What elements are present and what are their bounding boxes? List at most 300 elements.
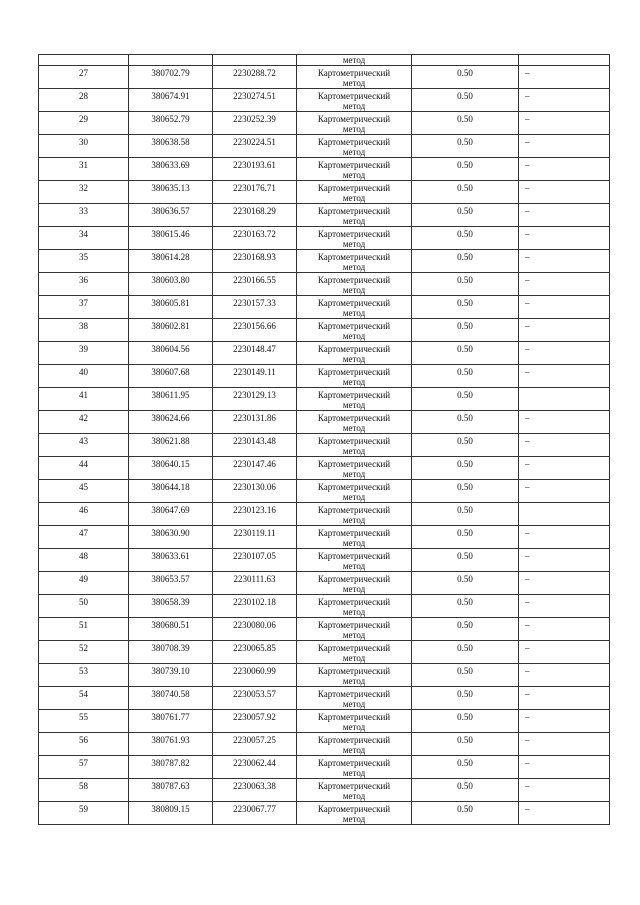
cell-note: – [519,457,610,480]
table-row [39,181,610,204]
cell-point-number: 49 [39,572,129,595]
cell-note: – [519,273,610,296]
table-row [39,319,610,342]
cell-y: 2230080.06 [213,618,297,641]
cell-accuracy: 0.50 [412,710,519,733]
cell-note: – [519,756,610,779]
cell-note: – [519,365,610,388]
cell-accuracy: 0.50 [412,779,519,802]
method-line-1: Картометрический [317,390,391,400]
method-line-2: метод [342,377,366,387]
method-line-2: метод [342,239,366,249]
cell-y: 2230224.51 [213,135,297,158]
cell-method [297,526,412,549]
method-line-2: метод [342,791,366,801]
cell-accuracy: 0.50 [412,434,519,457]
table-row [39,89,610,112]
method-line-2: метод [342,400,366,410]
cell-accuracy: 0.50 [412,503,519,526]
cell-accuracy: 0.50 [412,89,519,112]
method-line-2: метод [342,262,366,272]
cell-method [297,388,412,411]
cell-x: 380647.69 [129,503,213,526]
cell-accuracy: 0.50 [412,618,519,641]
cell-y: 2230060.99 [213,664,297,687]
method-line-1: Картометрический [317,505,391,515]
cell-note: – [519,618,610,641]
cell-accuracy: 0.50 [412,204,519,227]
cell-y: 2230156.66 [213,319,297,342]
cell-y: 2230163.72 [213,227,297,250]
cell-accuracy: 0.50 [412,273,519,296]
table-row [39,365,610,388]
method-line-1: Картометрический [317,712,391,722]
method-line-1: Картометрический [317,252,391,262]
cell-point-number: 41 [39,388,129,411]
cell-method [297,687,412,710]
cell-accuracy: 0.50 [412,687,519,710]
cell-method [297,572,412,595]
cell-note: – [519,572,610,595]
cell-note: – [519,227,610,250]
cell-method [297,480,412,503]
table-row [39,342,610,365]
cell-note: – [519,434,610,457]
method-line-1: Картометрический [317,781,391,791]
cell-accuracy: 0.50 [412,641,519,664]
table-row [39,135,610,158]
cell-accuracy: 0.50 [412,664,519,687]
cell-note: – [519,411,610,434]
cell-y: 2230176.71 [213,181,297,204]
cell-accuracy: 0.50 [412,296,519,319]
cell-method [297,779,412,802]
method-line-1: Картометрический [317,413,391,423]
table-row [39,66,610,89]
cell-point-number: 40 [39,365,129,388]
table-row [39,572,610,595]
cell-x: 380605.81 [129,296,213,319]
cell-point-number: 28 [39,89,129,112]
cell-point-number: 59 [39,802,129,825]
cell-x: 380630.90 [129,526,213,549]
cell-x: 380633.69 [129,158,213,181]
table-row [39,779,610,802]
method-line-2: метод [342,147,366,157]
method-line-1: Картометрический [317,597,391,607]
method-line-2: метод [342,745,366,755]
cell-accuracy: 0.50 [412,319,519,342]
cell-method [297,365,412,388]
method-line-1: Картометрический [317,206,391,216]
cell-y: 2230147.46 [213,457,297,480]
table-row [39,664,610,687]
cell-x: 380787.82 [129,756,213,779]
method-line-2: метод [342,216,366,226]
cell-accuracy: 0.50 [412,365,519,388]
cell-x: 380739.10 [129,664,213,687]
table-row [39,549,610,572]
cell-y: 2230107.05 [213,549,297,572]
cell-accuracy: 0.50 [412,526,519,549]
table-row [39,526,610,549]
method-line-2: метод [342,469,366,479]
cell-point-number: 54 [39,687,129,710]
cell-y: 2230129.13 [213,388,297,411]
method-line-2: метод [342,653,366,663]
cell-x: 380635.13 [129,181,213,204]
cell-point-number: 52 [39,641,129,664]
table-row [39,595,610,618]
cell-y: 2230168.29 [213,204,297,227]
cell-point-number: 50 [39,595,129,618]
cell-method [297,204,412,227]
method-line-1: Картометрический [317,137,391,147]
cell-x: 380680.51 [129,618,213,641]
cell-point-number: 37 [39,296,129,319]
method-line-2: метод [342,676,366,686]
method-line-1: Картометрический [317,620,391,630]
cell-note: – [519,664,610,687]
cell-method [297,342,412,365]
cell-note: – [519,526,610,549]
cell-y [213,55,297,66]
cell-point-number: 36 [39,273,129,296]
method-line-1: Картометрический [317,551,391,561]
method-line-1: Картометрический [317,804,391,814]
cell-method [297,549,412,572]
cell-y: 2230157.33 [213,296,297,319]
cell-point-number: 34 [39,227,129,250]
method-line-2: метод [342,78,366,88]
cell-point-number [39,55,129,66]
cell-x: 380658.39 [129,595,213,618]
method-line-1: Картометрический [317,68,391,78]
cell-accuracy: 0.50 [412,480,519,503]
cell-y: 2230053.57 [213,687,297,710]
cell-note: – [519,549,610,572]
cell-point-number: 38 [39,319,129,342]
method-line-1: Картометрический [317,275,391,285]
cell-note: – [519,181,610,204]
table-row [39,480,610,503]
cell-point-number: 58 [39,779,129,802]
cell-accuracy: 0.50 [412,411,519,434]
method-line-2: метод [342,285,366,295]
cell-note: – [519,342,610,365]
table-row [39,388,610,411]
cell-method [297,158,412,181]
cell-y: 2230057.92 [213,710,297,733]
cell-note: – [519,595,610,618]
cell-accuracy: 0.50 [412,112,519,135]
cell-method [297,296,412,319]
cell-point-number: 35 [39,250,129,273]
method-line-2: метод [342,699,366,709]
cell-x: 380708.39 [129,641,213,664]
cell-method [297,181,412,204]
method-line-1: Картометрический [317,160,391,170]
cell-point-number: 30 [39,135,129,158]
cell-point-number: 44 [39,457,129,480]
table-row [39,250,610,273]
cell-method [297,641,412,664]
cell-method [297,756,412,779]
cell-y: 2230065.85 [213,641,297,664]
cell-method [297,457,412,480]
cell-note [519,55,610,66]
coordinates-table-body [39,55,610,825]
method-line-2: метод [342,538,366,548]
method-line-2: метод [342,354,366,364]
cell-y: 2230149.11 [213,365,297,388]
cell-method [297,733,412,756]
cell-note: – [519,802,610,825]
cell-x: 380636.57 [129,204,213,227]
table-row [39,802,610,825]
cell-accuracy: 0.50 [412,181,519,204]
cell-point-number: 47 [39,526,129,549]
cell-note: – [519,687,610,710]
method-line-1: Картометрический [317,344,391,354]
method-line-1: Картометрический [317,758,391,768]
cell-y: 2230193.61 [213,158,297,181]
cell-note [519,388,610,411]
method-line-2: метод [342,561,366,571]
cell-x: 380787.63 [129,779,213,802]
cell-accuracy: 0.50 [412,457,519,480]
method-line-2: метод [342,331,366,341]
method-line-2: метод [342,446,366,456]
method-line-1: Картометрический [317,459,391,469]
cell-method [297,112,412,135]
cell-point-number: 43 [39,434,129,457]
cell-method: метод [297,55,412,66]
cell-point-number: 29 [39,112,129,135]
cell-point-number: 45 [39,480,129,503]
cell-point-number: 32 [39,181,129,204]
cell-x: 380640.15 [129,457,213,480]
cell-note: – [519,779,610,802]
cell-accuracy: 0.50 [412,595,519,618]
cell-y: 2230166.55 [213,273,297,296]
cell-point-number: 46 [39,503,129,526]
method-line-2: метод [342,768,366,778]
cell-accuracy [412,55,519,66]
cell-y: 2230131.86 [213,411,297,434]
method-line-2: метод [342,814,366,824]
table-row [39,733,610,756]
cell-x: 380638.58 [129,135,213,158]
cell-accuracy: 0.50 [412,66,519,89]
cell-accuracy: 0.50 [412,549,519,572]
cell-note: – [519,112,610,135]
cell-method [297,273,412,296]
table-row [39,112,610,135]
cell-accuracy: 0.50 [412,250,519,273]
cell-method [297,227,412,250]
cell-y: 2230168.93 [213,250,297,273]
method-line-1: Картометрический [317,735,391,745]
cell-accuracy: 0.50 [412,572,519,595]
cell-x: 380602.81 [129,319,213,342]
cell-accuracy: 0.50 [412,388,519,411]
table-row [39,756,610,779]
method-line-1: Картометрический [317,298,391,308]
table-row [39,158,610,181]
cell-note: – [519,296,610,319]
cell-y: 2230130.06 [213,480,297,503]
table-row [39,687,610,710]
cell-note: – [519,710,610,733]
method-line-2: метод [342,722,366,732]
cell-method [297,503,412,526]
cell-x: 380761.77 [129,710,213,733]
cell-method [297,664,412,687]
cell-method [297,802,412,825]
cell-point-number: 33 [39,204,129,227]
method-line-2: метод [342,515,366,525]
method-line-2: метод [342,492,366,502]
table-row [39,273,610,296]
cell-x: 380652.79 [129,112,213,135]
continuation-row [39,55,610,66]
cell-x: 380611.95 [129,388,213,411]
cell-y: 2230148.47 [213,342,297,365]
cell-method [297,250,412,273]
cell-x: 380653.57 [129,572,213,595]
method-line-2: метод [342,101,366,111]
cell-method [297,66,412,89]
cell-x: 380740.58 [129,687,213,710]
cell-x: 380761.93 [129,733,213,756]
cell-point-number: 56 [39,733,129,756]
method-line-1: Картометрический [317,666,391,676]
method-line-2: метод [342,607,366,617]
cell-accuracy: 0.50 [412,342,519,365]
method-line-1: Картометрический [317,689,391,699]
cell-method [297,411,412,434]
method-line-1: Картометрический [317,183,391,193]
cell-x: 380615.46 [129,227,213,250]
cell-x: 380702.79 [129,66,213,89]
cell-y: 2230252.39 [213,112,297,135]
cell-y: 2230057.25 [213,733,297,756]
cell-x [129,55,213,66]
cell-y: 2230119.11 [213,526,297,549]
table-row [39,227,610,250]
cell-x: 380633.61 [129,549,213,572]
cell-note: – [519,250,610,273]
cell-note [519,503,610,526]
method-line-1: Картометрический [317,643,391,653]
cell-point-number: 39 [39,342,129,365]
cell-y: 2230123.16 [213,503,297,526]
table-row [39,204,610,227]
cell-y: 2230274.51 [213,89,297,112]
table-row [39,434,610,457]
cell-note: – [519,66,610,89]
cell-y: 2230143.48 [213,434,297,457]
cell-y: 2230111.63 [213,572,297,595]
cell-x: 380604.56 [129,342,213,365]
method-line-2: метод [342,308,366,318]
cell-method [297,595,412,618]
cell-point-number: 55 [39,710,129,733]
method-line-2: метод [342,584,366,594]
cell-point-number: 48 [39,549,129,572]
cell-y: 2230102.18 [213,595,297,618]
cell-note: – [519,319,610,342]
table-row [39,618,610,641]
cell-x: 380674.91 [129,89,213,112]
table-row [39,641,610,664]
cell-note: – [519,480,610,503]
cell-x: 380624.66 [129,411,213,434]
cell-x: 380644.18 [129,480,213,503]
cell-x: 380621.88 [129,434,213,457]
method-line-1: Картометрический [317,482,391,492]
cell-x: 380614.28 [129,250,213,273]
method-line-1: Картометрический [317,574,391,584]
cell-x: 380603.80 [129,273,213,296]
method-line-2: метод [342,124,366,134]
cell-method [297,135,412,158]
cell-y: 2230063.38 [213,779,297,802]
cell-y: 2230067.77 [213,802,297,825]
cell-note: – [519,641,610,664]
cell-point-number: 51 [39,618,129,641]
cell-accuracy: 0.50 [412,756,519,779]
method-line-2: метод [342,630,366,640]
cell-note: – [519,158,610,181]
cell-accuracy: 0.50 [412,733,519,756]
cell-method [297,618,412,641]
cell-point-number: 31 [39,158,129,181]
cell-method [297,89,412,112]
cell-method [297,710,412,733]
cell-method [297,319,412,342]
method-line-2: метод [342,193,366,203]
table-row [39,457,610,480]
method-line-1: Картометрический [317,229,391,239]
cell-note: – [519,204,610,227]
cell-x: 380809.15 [129,802,213,825]
table-row [39,710,610,733]
method-line-1: Картометрический [317,91,391,101]
table-row [39,296,610,319]
method-line-1: Картометрический [317,436,391,446]
cell-point-number: 27 [39,66,129,89]
method-line-1: Картометрический [317,528,391,538]
cell-accuracy: 0.50 [412,135,519,158]
cell-accuracy: 0.50 [412,227,519,250]
cell-y: 2230062.44 [213,756,297,779]
cell-x: 380607.68 [129,365,213,388]
method-line-2: метод [342,423,366,433]
table-row [39,411,610,434]
cell-point-number: 53 [39,664,129,687]
cell-accuracy: 0.50 [412,158,519,181]
cell-point-number: 57 [39,756,129,779]
method-line-1: Картометрический [317,114,391,124]
method-line-2: метод [342,170,366,180]
table-row [39,503,610,526]
cell-note: – [519,733,610,756]
cell-note: – [519,89,610,112]
coordinates-table [38,54,610,825]
method-line-1: Картометрический [317,321,391,331]
